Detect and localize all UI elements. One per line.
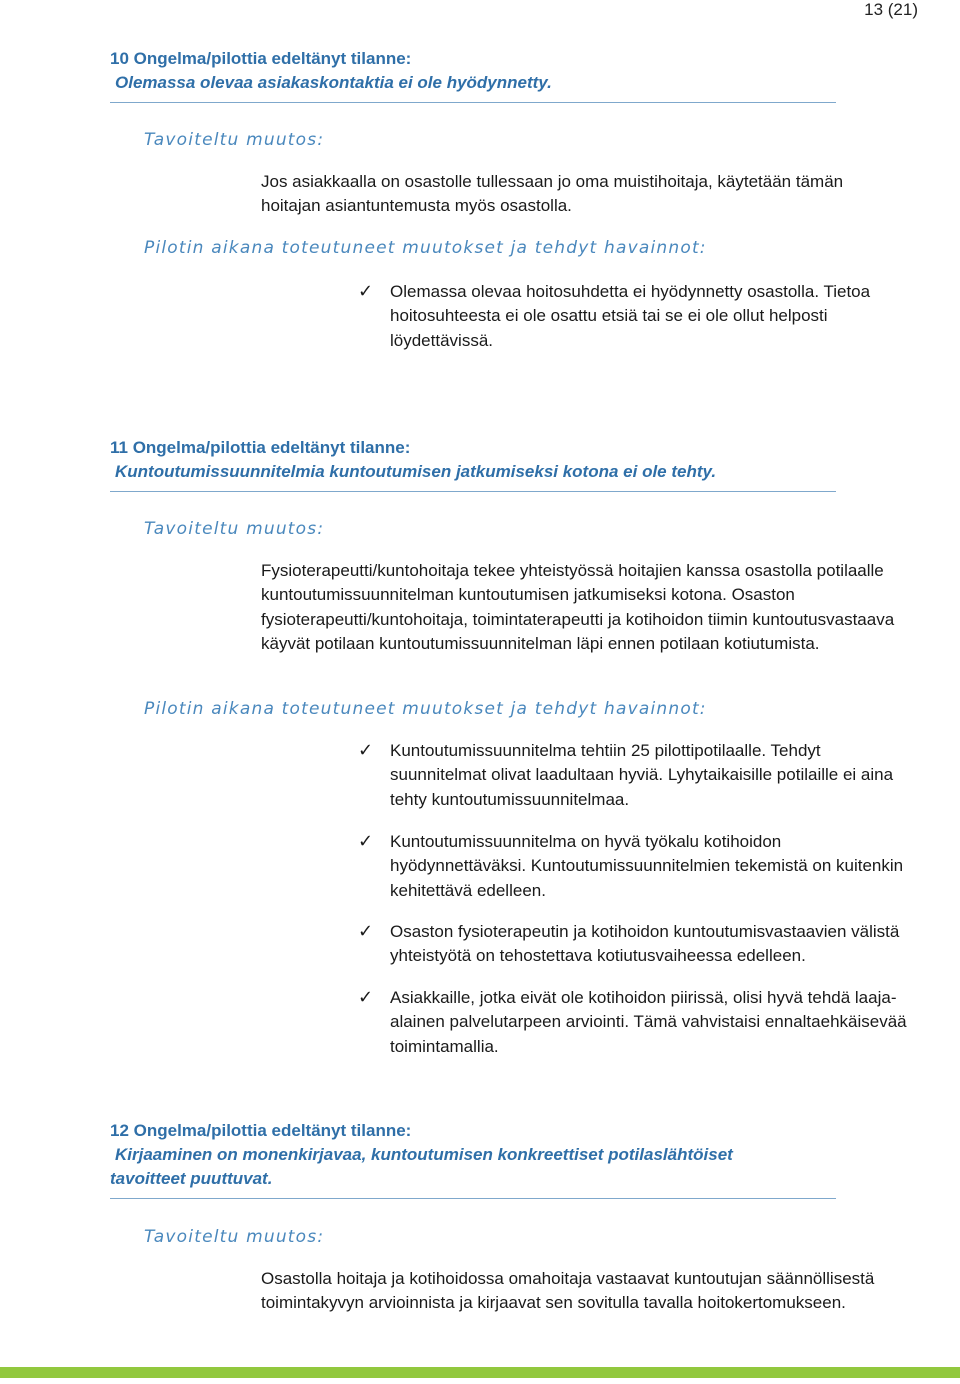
- section-divider: [110, 491, 836, 492]
- section-heading: 10 Ongelma/pilottia edeltänyt tilanne:: [110, 49, 412, 68]
- footer-bar: [0, 1367, 960, 1378]
- section-title-line2: tavoitteet puuttuvat.: [110, 1169, 273, 1188]
- target-text: Fysioterapeutti/kuntohoitaja tekee yhteistyössä hoitajien kanssa osastolla potilaalle kuntoutumissuunnitelman kuntoutumisen jatkumiseksi kotona. Osaston fysioterapeutti/kuntohoitaja, toimintaterapeutti ja kotihoidon tiimin kuntoutusvastaava käyvät potilaan kuntoutumissuunnitelman läpi ennen potilaan kotiutumista.: [261, 561, 895, 654]
- page-number: 13 (21): [864, 0, 918, 19]
- finding-item: [358, 830, 918, 903]
- checkmark-icon: ✓: [358, 831, 374, 851]
- section-11-heading: [110, 436, 836, 492]
- finding-item: [358, 280, 918, 353]
- finding-item: [358, 986, 918, 1059]
- findings-label: Pilotin aikana toteutuneet muutokset ja tehdyt havainnot:: [144, 238, 707, 258]
- section-heading: 12 Ongelma/pilottia edeltänyt tilanne:: [110, 1121, 412, 1140]
- target-label: Tavoiteltu muutos:: [144, 130, 325, 150]
- checkmark-icon: ✓: [358, 921, 374, 941]
- finding-text: Olemassa olevaa hoitosuhdetta ei hyödynnetty osastolla. Tietoa hoitosuhteesta ei ole osattu etsiä tai se ei ole ollut helposti löydettävissä.: [390, 282, 871, 350]
- finding-item: [358, 739, 918, 812]
- checkmark-icon: ✓: [358, 740, 374, 760]
- section-10-heading: [110, 47, 836, 103]
- section-divider: [110, 102, 836, 103]
- finding-text: Kuntoutumissuunnitelma on hyvä työkalu kotihoidon hyödynnettäväksi. Kuntoutumissuunnitelmien tekemistä on kuitenkin kehitettävä edelleen.: [390, 832, 904, 900]
- section-heading: 11 Ongelma/pilottia edeltänyt tilanne:: [110, 438, 411, 457]
- finding-text: Asiakkaille, jotka eivät ole kotihoidon piirissä, olisi hyvä tehdä laaja-alainen palvelutarpeen arviointi. Tämä vahvistaisi ennaltaehkäisevää toimintamallia.: [390, 988, 907, 1056]
- finding-item: [358, 920, 918, 969]
- target-label: Tavoiteltu muutos:: [144, 519, 325, 539]
- checkmark-icon: ✓: [358, 987, 374, 1007]
- finding-text: Kuntoutumissuunnitelma tehtiin 25 pilottipotilaalle. Tehdyt suunnitelmat olivat laadultaan hyviä. Lyhytaikaisille potilaille ei aina tehty kuntoutumissuunnitelmaa.: [390, 741, 894, 809]
- section-divider: [110, 1198, 836, 1199]
- checkmark-icon: ✓: [358, 281, 374, 301]
- section-title-line1: Kirjaaminen on monenkirjavaa, kuntoutumisen konkreettiset potilaslähtöiset: [115, 1145, 733, 1164]
- target-label: Tavoiteltu muutos:: [144, 1227, 325, 1247]
- finding-text: Osaston fysioterapeutin ja kotihoidon kuntoutumisvastaavien välistä yhteistyötä on tehostettava kotiutusvaiheessa edelleen.: [390, 922, 900, 966]
- target-text: Jos asiakkaalla on osastolle tullessaan jo oma muistihoitaja, käytetään tämän hoitajan asiantuntemusta myös osastolla.: [261, 172, 844, 216]
- target-text: Osastolla hoitaja ja kotihoidossa omahoitaja vastaavat kuntoutujan säännöllisestä toimintakyvyn arvioinnista ja kirjaavat sen sovitulla tavalla hoitokertomukseen.: [261, 1269, 875, 1313]
- findings-label: Pilotin aikana toteutuneet muutokset ja tehdyt havainnot:: [144, 699, 707, 719]
- section-12-heading: [110, 1119, 836, 1199]
- section-title: Olemassa olevaa asiakaskontaktia ei ole hyödynnetty.: [115, 73, 552, 92]
- section-title: Kuntoutumissuunnitelmia kuntoutumisen jatkumiseksi kotona ei ole tehty.: [115, 462, 717, 481]
